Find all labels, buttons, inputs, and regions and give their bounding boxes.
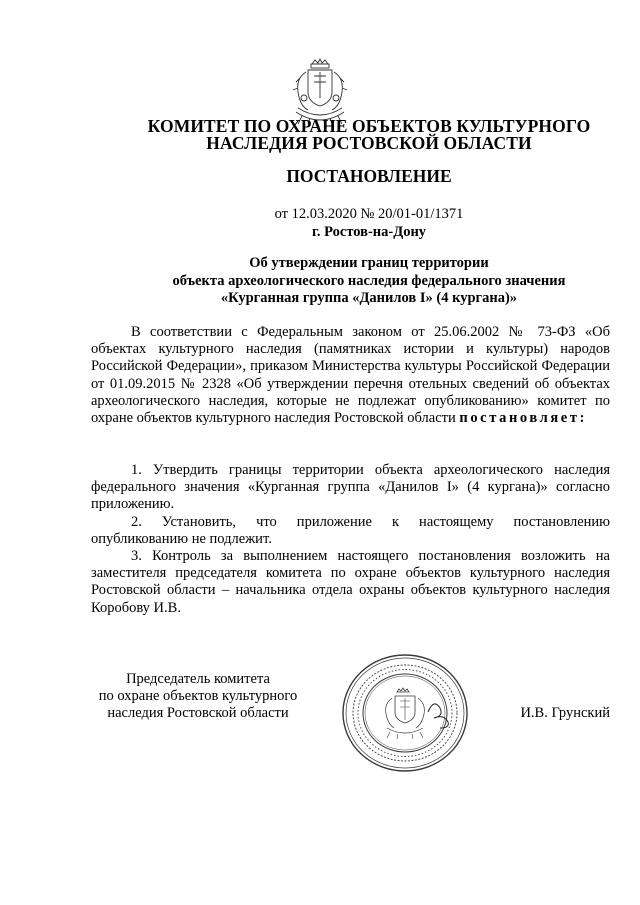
signatory-position: [88, 671, 308, 722]
intro-paragraph: [91, 324, 610, 427]
document-type-title: ПОСТАНОВЛЕНИЕ: [286, 166, 452, 186]
resolution-item-2: 2. Установить, что приложение к настоящему постановлению опубликованию не подлежит.: [91, 513, 610, 547]
intro-text: В соответствии с Федеральным законом от 25.06.2002 № 73-ФЗ «Об объектах культурного наследия (памятниках истории и культуры) народов Российской Федерации», приказом Министерства культуры Российской Федерации от 01.09.2015 № 2328 «Об утверждении перечня отельных сведений об объектах археологического наследия, которые не подлежат опубликованию» комитет по охране объектов культурного наследия Ростовской области: [91, 324, 610, 427]
resolves-word: постановляет:: [459, 410, 587, 427]
official-seal-icon: [340, 652, 470, 774]
resolution-item-3: 3. Контроль за выполнением настоящего постановления возложить на заместителя председателя комитета по охране объектов культурного наследия Ростовской области – начальника отдела охраны объектов культурного наследия Коробову И.В.: [91, 548, 610, 616]
resolution-items: [91, 462, 610, 617]
resolution-item-1: 1. Утвердить границы территории объекта археологического наследия федерального значения «Курганная группа «Данилов I» (4 кургана)» согласно приложению.: [91, 462, 610, 513]
position-line3: наследия Ростовской области: [107, 705, 289, 721]
organization-name-line1: КОМИТЕТ ПО ОХРАНЕ ОБЪЕКТОВ КУЛЬТУРНОГО: [147, 116, 591, 136]
city: г. Ростов-на-Дону: [311, 224, 427, 240]
position-line2: по охране объектов культурного: [98, 688, 298, 704]
position-line1: Председатель комитета: [126, 671, 270, 687]
date-number: от 12.03.2020 № 20/01-01/1371: [274, 206, 464, 222]
organization-name-line2: НАСЛЕДИЯ РОСТОВСКОЙ ОБЛАСТИ: [206, 133, 532, 153]
subject-line2: объекта археологического наследия федерального значения: [172, 273, 566, 289]
subject-line3: «Курганная группа «Данилов I» (4 кургана)»: [220, 290, 518, 306]
subject-line1: Об утверждении границ территории: [249, 255, 489, 271]
signatory-name: И.В. Грунский: [520, 705, 610, 721]
